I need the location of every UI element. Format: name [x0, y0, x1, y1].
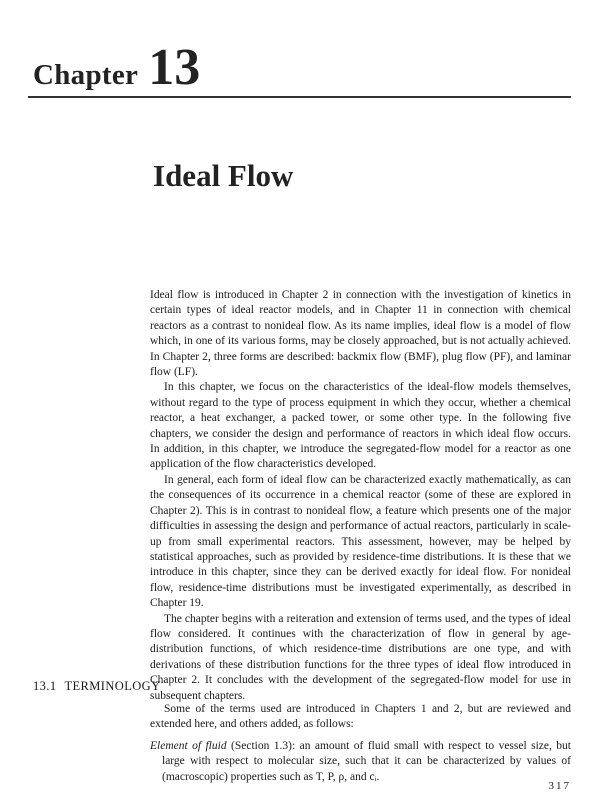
definition-text: (Section 1.3): an amount of fluid small with respect to vessel size, but large with respect to molecular size, such that it can be characterized by values of (macroscopic) properties such as T, P, ρ, and cᵢ. — [162, 739, 571, 783]
paragraph: The chapter begins with a reiteration and extension of terms used, and the types of ideal flow considered. It continues with the characterization of flow in general by age-distribution functions, of which residence-time distributions are one type, and with derivations of these distribution functions for the three types of ideal flow introduced in Chapter 2. It concludes with the development of the segregated-flow model for use in subsequent chapters. — [150, 612, 571, 702]
paragraph: In general, each form of ideal flow can be characterized exactly mathematically, as can the consequences of its occurrence in a chemical reactor (some of these are explored in Chapter 2). This is in contrast to nonideal flow, a feature which presents one of the major difficulties in assessing the design and performance of actual reactors, particularly in scale-up from small experimental reactors. This assessment, however, may be helped by statistical approaches, such as provided by residence-time distributions. It is these that we introduce in this chapter, since they can be derived exactly for ideal flow. For nonideal flow, residence-time distributions must be investigated experimentally, as described in Chapter 19. — [150, 473, 571, 610]
chapter-heading — [33, 38, 200, 97]
section-number: 13.1 — [33, 679, 57, 693]
chapter-word: Chapter — [33, 59, 139, 91]
section-heading — [33, 679, 161, 694]
chapter-body — [150, 288, 571, 704]
section-title: TERMINOLOGY — [64, 679, 161, 693]
section-body — [150, 702, 571, 785]
definition-term: Element of fluid — [150, 739, 227, 752]
definition-item — [150, 739, 571, 785]
paragraph: In this chapter, we focus on the characteristics of the ideal-flow models themselves, without regard to the type of process equipment in which they occur, whether a chemical reactor, a heat exchanger, a packed tower, or some other type. In the following five chapters, we consider the design and performance of reactors in which ideal flow occurs. In addition, in this chapter, we introduce the segregated-flow model for a reactor as one application of the flow characteristics developed. — [150, 381, 571, 471]
chapter-rule — [28, 96, 571, 98]
chapter-number: 13 — [148, 39, 201, 96]
chapter-title: Ideal Flow — [153, 158, 294, 193]
paragraph: Ideal flow is introduced in Chapter 2 in connection with the investigation of kinetics in certain types of ideal reactor models, and in Chapter 11 in connection with chemical reactors as a contrast to nonideal flow. As its name implies, ideal flow is a model of flow which, in one of its various forms, may be closely approached, but is not actually achieved. In Chapter 2, three forms are described: backmix flow (BMF), plug flow (PF), and laminar flow (LF). — [150, 289, 571, 379]
section-intro: Some of the terms used are introduced in Chapters 1 and 2, but are reviewed and extended here, and others added, as follows: — [150, 703, 571, 731]
page-number: 317 — [548, 780, 571, 792]
